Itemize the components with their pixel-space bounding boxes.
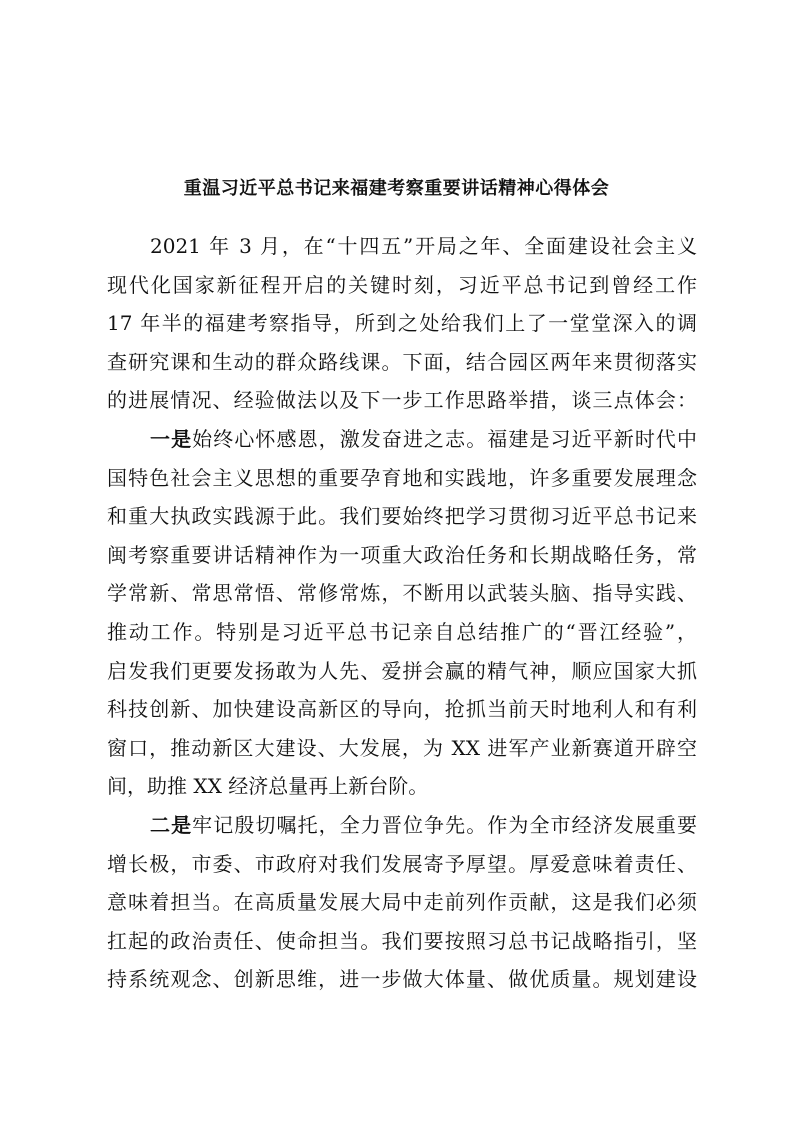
paragraph-line (107, 266, 697, 305)
paragraph-line (107, 227, 697, 266)
paragraph-text: 2021 年 3 月，在“十四五”开局之年、全面建设社会主义 (150, 234, 697, 258)
paragraph-text: 持系统观念、创新思维，进一步做大体量、做优质量。规划建设 (107, 967, 697, 992)
paragraph-line (107, 960, 697, 999)
paragraph-text: 牢记殷切嘱托，全力晋位争先。作为全市经济发展重要 (192, 812, 697, 837)
paragraph-line (107, 536, 697, 575)
paragraph-text: 启发我们更要发扬敢为人先、爱拼会赢的精气神，顺应国家大抓 (107, 658, 697, 683)
paragraph-text: 始终心怀感恩，激发奋进之志。福建是习近平新时代中 (192, 426, 697, 451)
paragraph-text: 扛起的政治责任、使命担当。我们要按照习总书记战略指引，坚 (107, 928, 697, 953)
paragraph-text: 查研究课和生动的群众路线课。下面，结合园区两年来贯彻落实 (107, 349, 697, 374)
paragraph-line (107, 690, 697, 729)
paragraph-text: 意味着担当。在高质量发展大局中走前列作贡献，这是我们必须 (107, 890, 697, 915)
paragraph-line (107, 652, 697, 691)
paragraph-line (107, 845, 697, 884)
paragraph-lead: 二是 (150, 812, 193, 837)
paragraph-lead: 一是 (150, 426, 193, 451)
paragraph-line (107, 729, 697, 768)
paragraph-line (107, 343, 697, 382)
paragraph-text: 和重大执政实践源于此。我们要始终把学习贯彻习近平总书记来 (107, 504, 697, 529)
paragraph-text: 国特色社会主义思想的重要孕育地和实践地，许多重要发展理念 (107, 465, 697, 490)
paragraph-line (107, 381, 697, 420)
document-body (107, 227, 697, 999)
document-title: 重温习近平总书记来福建考察重要讲话精神心得体会 (183, 178, 610, 199)
paragraph-text: 科技创新、加快建设高新区的导向，抢抓当前天时地利人和有利 (107, 697, 697, 722)
paragraph-text: 增长极，市委、市政府对我们发展寄予厚望。厚爱意味着责任、 (107, 851, 697, 876)
paragraph-text: 的进展情况、经验做法以及下一步工作思路举措，谈三点体会： (107, 388, 697, 413)
paragraph-line (107, 304, 697, 343)
paragraph-text: 学常新、常思常悟、常修常炼，不断用以武装头脑、指导实践、 (107, 581, 697, 606)
paragraph-line (107, 497, 697, 536)
paragraph-line (107, 574, 697, 613)
paragraph-line (107, 922, 697, 961)
paragraph-text: 间，助推 XX 经济总量再上新台阶。 (107, 774, 429, 799)
paragraph-text: 现代化国家新征程开启的关键时刻，习近平总书记到曾经工作 (107, 272, 697, 297)
paragraph-text: 闽考察重要讲话精神作为一项重大政治任务和长期战略任务，常 (107, 542, 697, 567)
paragraph-text: 窗口，推动新区大建设、大发展，为 XX 进军产业新赛道开辟空 (107, 735, 697, 760)
paragraph-line (107, 459, 697, 498)
paragraph-line (107, 767, 697, 806)
paragraph-text: 推动工作。特别是习近平总书记亲自总结推广的“晋江经验”， (107, 619, 697, 644)
paragraph-line (107, 883, 697, 922)
paragraph-line (107, 806, 697, 845)
paragraph-line (107, 420, 697, 459)
paragraph-text: 17 年半的福建考察指导，所到之处给我们上了一堂堂深入的调 (107, 311, 697, 336)
paragraph-line (107, 613, 697, 652)
